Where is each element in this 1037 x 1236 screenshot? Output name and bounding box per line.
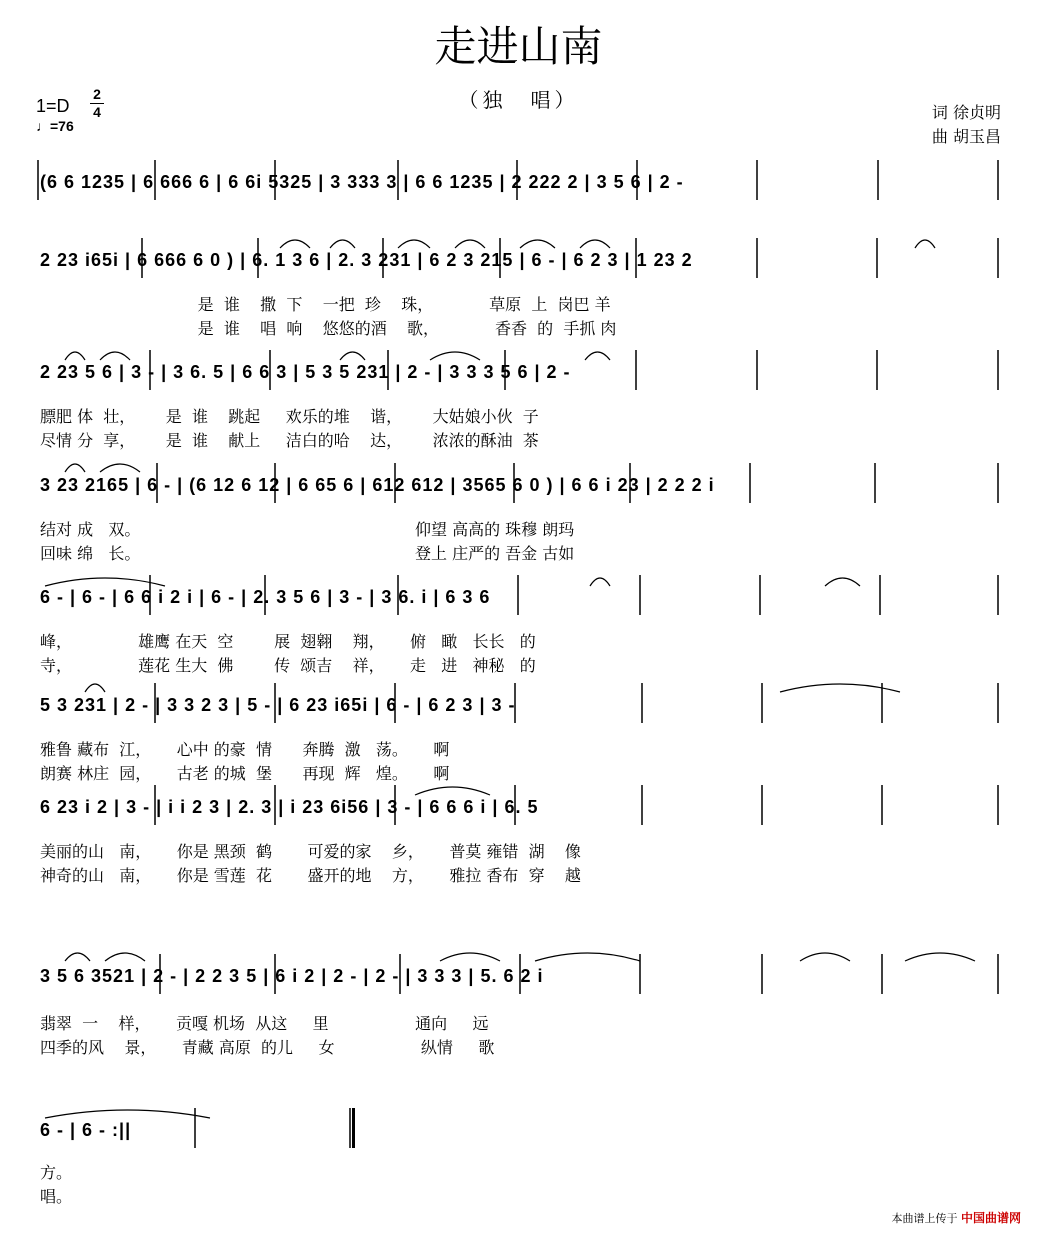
lyric-verse-2: 回味 绵 长。 登上 庄严的 吾金 古如 [40,544,575,563]
notation-line: 3 23 2165 | 6 - | (6 12 6 12 | 6 65 6 | 612 612 | 3565 6 0 ) | 6 6 i 23 | 2 2 2 i [40,475,715,495]
lyric-verse-2: 四季的风 景， 青藏 高原 的儿 女 纵情 歌 [40,1038,495,1057]
lyric-verse-2: 是 谁 唱 响 悠悠的酒 歌， 香香 的 手抓 肉 [40,319,617,338]
notation-line: 3 5 6 3521 | 2 - | 2 2 3 5 | 6 i 2 | 2 - | 2 - | 3 3 3 | 5. 6 2 i [40,966,544,986]
key-signature: 1=D [36,96,70,116]
notation-line: 5 3 231 | 2 - | 3 3 2 3 | 5 - | 6 23 i65i | 6 - | 6 2 3 | 3 - [40,695,516,715]
lyric-verse-1: 翡翠 一 样， 贡嘎 机场 从这 里 通向 远 [40,1014,489,1033]
lyric-verse-1: 方。 [40,1163,73,1182]
site-brand: 中国曲谱网 [960,1211,1021,1225]
composer-credit: 曲 胡玉昌 [931,127,1001,146]
upload-credit [891,1209,1021,1226]
lyric-verse-2: 神奇的山 南， 你是 雪莲 花 盛开的地 方， 雅拉 香布 穿 越 [40,866,581,885]
upload-prefix: 本曲谱上传于 [891,1212,958,1225]
lyric-verse-1: 雅鲁 藏布 江， 心中 的豪 情 奔腾 激 荡。 啊 [40,740,450,759]
notation-line: 6 23 i 2 | 3 - | i i 2 3 | 2. 3 | i 23 6i56 | 3 - | 6 6 6 i | 6. 5 [40,797,539,817]
notation-line: (6 6 1235 | 6 666 6 | 6 6i 5325 | 3 333 3 | 6 6 1235 | 2 222 2 | 3 5 6 | 2 - [40,172,684,192]
meter-top: 2 [93,86,101,102]
lyric-verse-1: 膘肥 体 壮， 是 谁 跳起 欢乐的堆 谐， 大姑娘小伙 子 [40,407,539,426]
notation-line: 2 23 i65i | 6 666 6 0 ) | 6. 1 3 6 | 2. 3 231 | 6 2 3 215 | 6 - | 6 2 3 | 1 23 2 [40,250,693,270]
lyricist-credit: 词 徐贞明 [931,103,1001,122]
notation-line: 6 - | 6 - | 6 6 i 2 i | 6 - | 2. 3 5 6 | 3 - | 3 6. i | 6 3 6 [40,587,491,607]
lyric-verse-2: 寺， 莲花 生大 佛 传 颂吉 祥， 走 进 神秘 的 [40,656,536,675]
lyric-verse-2: 唱。 [40,1187,73,1206]
song-title: 走进山南 [434,22,603,71]
lyric-verse-1: 峰， 雄鹰 在天 空 展 翅翱 翔， 俯 瞰 长长 的 [40,632,536,651]
lyric-verse-1: 结对 成 双。 仰望 高高的 珠穆 朗玛 [40,520,575,539]
lyric-verse-2: 朗赛 林庄 园， 古老 的城 堡 再现 辉 煌。 啊 [40,764,450,783]
lyric-verse-1: 美丽的山 南， 你是 黑颈 鹤 可爱的家 乡， 普莫 雍错 湖 像 [40,842,581,861]
notation-line: 6 - | 6 - :|| [40,1120,132,1140]
tempo-marking: ♩=76 [36,118,74,134]
meter-bottom: 4 [90,103,104,121]
lyric-verse-2: 尽情 分 享， 是 谁 献上 洁白的哈 达， 浓浓的酥油 茶 [40,431,539,450]
performance-type: （独 唱） [458,88,579,112]
notation-line: 2 23 5 6 | 3 - | 3 6. 5 | 6 6 3 | 5 3 5 231 | 2 - | 3 3 3 5 6 | 2 - [40,362,571,382]
lyric-verse-1: 是 谁 撒 下 一把 珍 珠， 草原 上 岗巴 羊 [40,295,611,314]
